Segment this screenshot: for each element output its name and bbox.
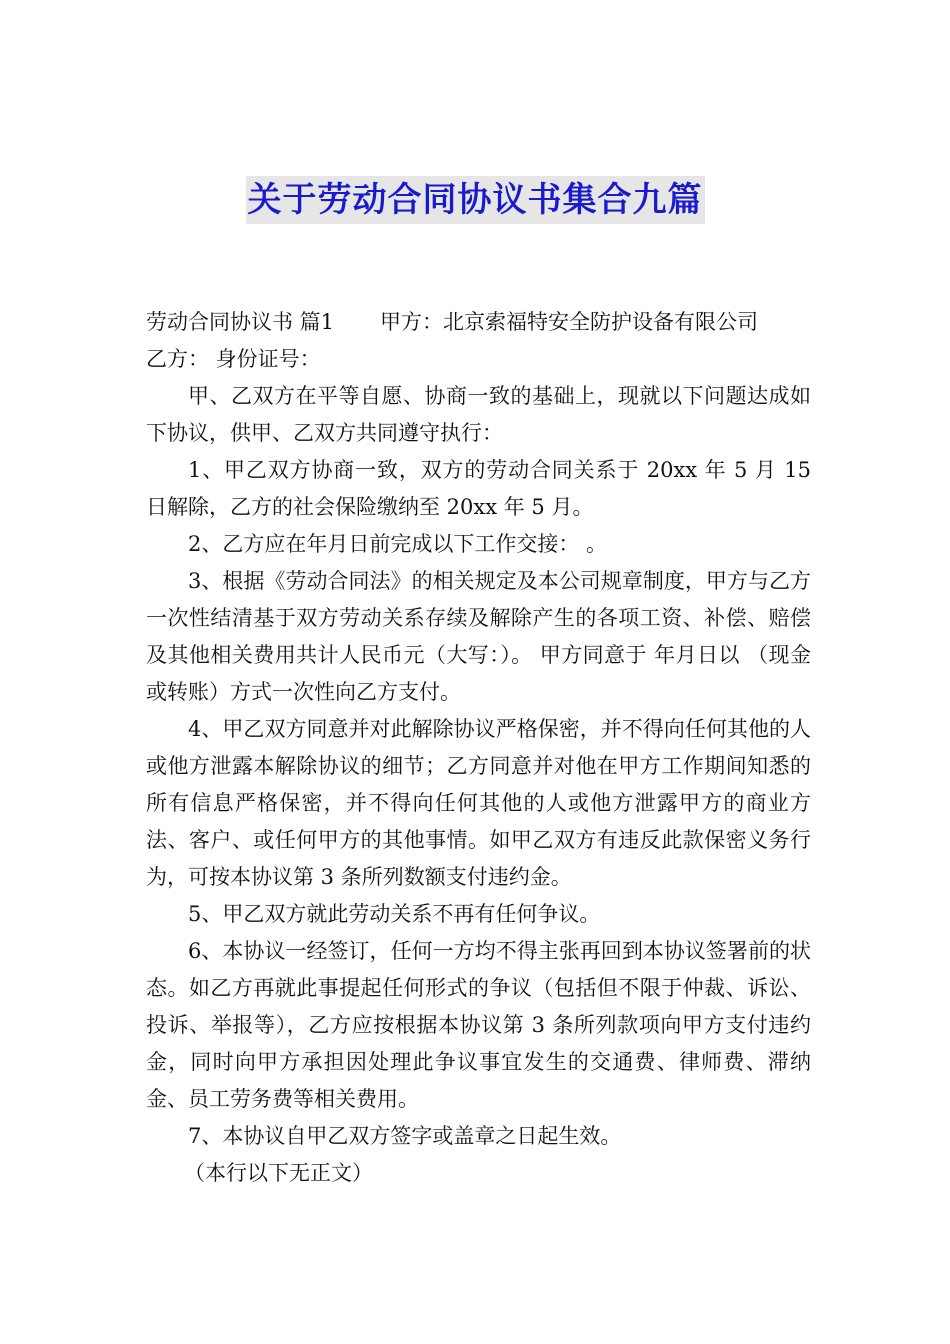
paragraph-clause-2: 2、乙方应在年月日前完成以下工作交接： 。 — [188, 532, 608, 556]
document-body — [146, 304, 811, 1192]
paragraph-clause-6: 6、本协议一经签订，任何一方均不得主张再回到本协议签署前的状态。如乙方再就此事提起任何形式的争议（包括但不限于仲裁、诉讼、投诉、举报等），乙方应按根据本协议第 3 条所列款项向甲方支付违约金，同时向甲方承担因处理此争议事宜发生的交通费、律师费、滞纳金、员工劳务费等相关费用。 — [146, 939, 811, 1111]
paragraph-clause-4: 4、甲乙双方同意并对此解除协议严格保密，并不得向任何其他的人或他方泄露本解除协议的细节；乙方同意并对他在甲方工作期间知悉的所有信息严格保密，并不得向任何其他的人或他方泄露甲方的商业方法、客户、或任何甲方的其他事情。如甲乙双方有违反此款保密义务行为，可按本协议第 3 条所列数额支付违约金。 — [146, 717, 811, 889]
paragraph-clause-3: 3、根据《劳动合同法》的相关规定及本公司规章制度，甲方与乙方一次性结清基于双方劳动关系存续及解除产生的各项工资、补偿、赔偿及其他相关费用共计人民币元（大写：）。 甲方同意于 年月日以 （现金或转账）方式一次性向乙方支付。 — [146, 569, 811, 704]
header-line — [146, 304, 811, 341]
party-b-line: 乙方： 身份证号： — [146, 347, 321, 371]
paragraph-clause-7: 7、本协议自甲乙双方签字或盖章之日起生效。 — [188, 1124, 622, 1148]
closing-note: （本行以下无正文） — [184, 1161, 373, 1185]
paragraph-intro: 甲、乙双方在平等自愿、协商一致的基础上，现就以下问题达成如下协议，供甲、乙双方共同遵守执行： — [146, 384, 811, 445]
paragraph-clause-1: 1、甲乙双方协商一致，双方的劳动合同关系于 20xx 年 5 月 15 日解除，乙方的社会保险缴纳至 20xx 年 5 月。 — [146, 458, 811, 519]
paragraph-clause-5: 5、甲乙双方就此劳动关系不再有任何争议。 — [188, 902, 601, 926]
party-a: 甲方：北京索福特安全防护设备有限公司 — [380, 310, 759, 334]
title-container — [0, 176, 950, 224]
document-title: 关于劳动合同协议书集合九篇 — [246, 176, 705, 224]
section-label: 劳动合同协议书 篇1 — [146, 310, 335, 334]
